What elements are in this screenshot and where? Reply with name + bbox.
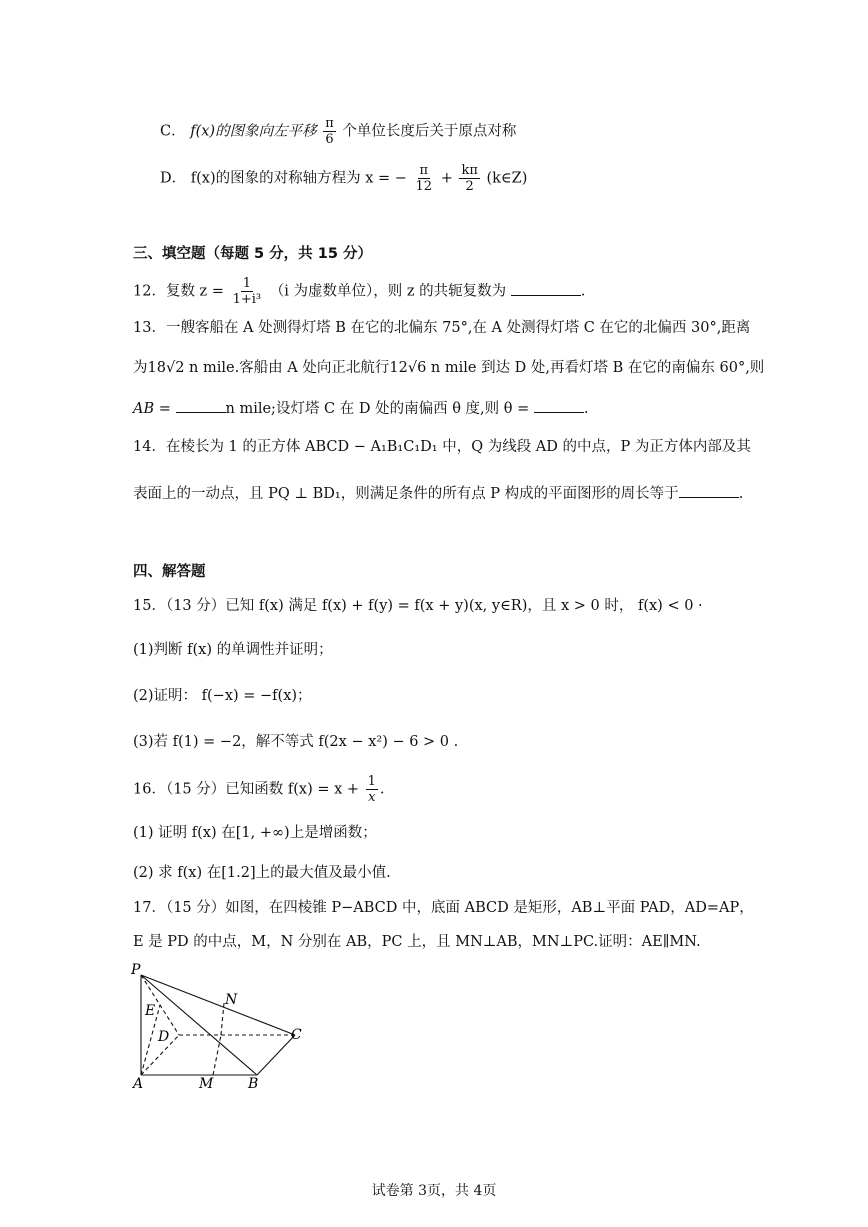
q14-text: 表面上的一动点，且 PQ ⊥ BD₁，则满足条件的所有点 P 构成的平面图形的周长等于 — [133, 486, 679, 502]
option-c — [160, 116, 748, 147]
q15-part-2: (2)证明： f(−x) = −f(x)； — [133, 688, 312, 704]
q16-end: . — [379, 781, 385, 798]
q13-line-1: 13．一艘客船在 A 处测得灯塔 B 在它的北偏东 75°,在 A 处测得灯塔 C 在它的北偏西 30°,距离 — [133, 320, 751, 336]
q16-part-1: (1) 证明 f(x) 在[1, +∞)上是增函数； — [133, 825, 377, 841]
label-d: D — [158, 1029, 170, 1045]
pyramid-figure — [125, 958, 325, 1093]
q13-mid: n mile;设灯塔 C 在 D 处的南偏西 θ 度,则 θ = — [225, 401, 530, 417]
label-n: N — [225, 992, 238, 1008]
label-e: E — [145, 1003, 156, 1019]
label-a: A — [133, 1076, 144, 1092]
option-d-tail: (k∈Z) — [486, 170, 528, 187]
q15-part-3: (3)若 f(1) = −2，解不等式 f(2x − x²) − 6 > 0 . — [133, 734, 459, 750]
option-d-label: D． — [160, 170, 187, 187]
option-c-tail: 个单位长度后关于原点对称 — [342, 123, 517, 140]
label-b: B — [248, 1076, 259, 1092]
q13-end: . — [583, 401, 589, 417]
q13-blank-2 — [534, 398, 584, 413]
q14-answer-blank — [679, 483, 739, 498]
option-d-fraction-1: $\frac{\pi}{12}$ — [415, 163, 433, 194]
q16-intro — [133, 774, 748, 805]
q16-text: 16．（15 分）已知函数 f(x) = x + — [133, 781, 360, 798]
section-3-title: 三、填空题（每题 5 分，共 15 分） — [133, 246, 372, 262]
q14-end: . — [738, 486, 744, 502]
label-m: M — [199, 1076, 214, 1092]
option-d-plus: + — [440, 170, 453, 187]
q14-line-2 — [133, 483, 748, 504]
q12-answer-blank — [511, 281, 581, 296]
q12-fraction: $\frac{1}{\text{1+i³}}$ — [232, 276, 262, 307]
label-p: P — [131, 962, 141, 978]
q12-text: 12．复数 z = — [133, 283, 224, 300]
q13-blank-1 — [176, 398, 226, 413]
q17-line-1: 17．（15 分）如图，在四棱锥 P−ABCD 中，底面 ABCD 是矩形，AB⊥平面 PAD，AD=AP， — [133, 900, 754, 916]
option-d-fraction-2: $\frac{k\pi}{2}$ — [461, 163, 478, 194]
q12-end: . — [580, 283, 586, 300]
option-c-label: C． — [160, 123, 186, 140]
q16-part-2: (2) 求 f(x) 在[1.2]上的最大值及最小值. — [133, 865, 391, 881]
q15-part-1: (1)判断 f(x) 的单调性并证明； — [133, 642, 333, 658]
q14-line-1: 14．在棱长为 1 的正方体 ABCD − A₁B₁C₁D₁ 中，Q 为线段 AD 的中点，P 为正方体内部及其 — [133, 439, 751, 455]
option-c-fraction: $\frac{\pi}{6}$ — [325, 116, 334, 147]
q12-tail: （i 为虚数单位），则 z 的共轭复数为 — [269, 283, 507, 300]
q15-intro: 15．（13 分）已知 f(x) 满足 f(x) + f(y) = f(x + y)(x, y∈R)，且 x > 0 时， f(x) < 0 · — [133, 598, 703, 614]
option-d-text: f(x)的图象的对称轴方程为 x = − — [190, 170, 407, 187]
question-12 — [133, 276, 748, 307]
section-4-title: 四、解答题 — [133, 564, 206, 580]
q13-line-3 — [133, 398, 748, 419]
q16-fraction: $\frac{1}{x}$ — [367, 774, 376, 805]
q13-line-2: 为18√2 n mile.客船由 A 处向正北航行12√6 n mile 到达 D 处,再看灯塔 B 在它的南偏东 60°,则 — [133, 360, 765, 376]
label-c: C — [291, 1027, 302, 1043]
option-d — [160, 163, 748, 194]
option-c-text: f(x)的图象向左平移 — [190, 123, 317, 140]
page-footer: 试卷第 3页，共 4页 — [371, 1183, 497, 1199]
q17-line-2: E 是 PD 的中点，M，N 分别在 AB，PC 上，且 MN⊥AB，MN⊥PC.证明：AE∥MN. — [133, 934, 701, 950]
q13-ab: AB = — [133, 401, 171, 417]
